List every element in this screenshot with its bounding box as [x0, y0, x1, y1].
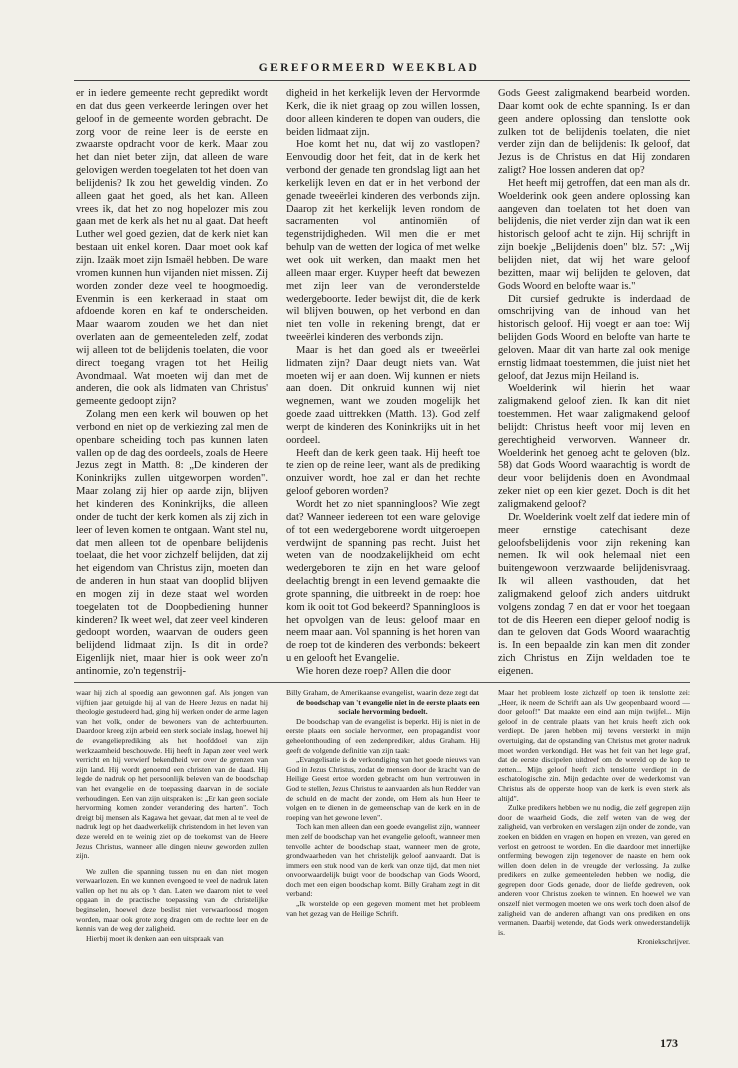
upper-column-2 [286, 88, 480, 676]
lower-column-2 [286, 688, 480, 1028]
paragraph: Dr. Woelderink voelt zelf dat iedere min of meer ernstige catechisant deze geloofsbelijdenis voor zijn rekening kan nemen. Ik wil ook helemaal niet een buitengewoon verzwaarde belijdenisvraag. Ik wil alleen vasthouden, dat het zaligmakend geloof zich anders uitdrukt volgens zondag 7 en dat er voor het toegaan tot de dis Heeren een dieper geloof nodig is dan te geloven dat Gods Woord waarachtig is. In een bepaalde zin kan men dit zonder zich Christus en Zijn weldaden toe te eigenen. [498, 511, 690, 676]
paragraph: Woelderink wil hierin het waar zaligmakend geloof zien. Ik kan dit niet toestemmen. Het waar zaligmakend geloof belijdt: Christus heeft voor mij leven en gerechtigheid verworven. Wanneer dr. Woelderink het genoeg acht te geloven (blz. 58) dat Gods Woord waarachtig is wordt de deur voor belijdenis doen en Avondmaal zeker niet op een kier gezet. Doch is dit het zaligmakend geloof? [498, 383, 690, 510]
paragraph: Hoe komt het nu, dat wij zo vastlopen? Eenvoudig door het feit, dat in de kerk het verbond der genade ten grondslag ligt aan het kerkelijk leven en dat er in het verbond der genade tweeërlei kinderen des verbonds zijn. Daarop zit het kerkelijk leven rondom de sacramenten vol antinomiën of tegenstrijdigheden. Wil men die er met behulp van de wetten der logica of met welke wet ook uit werken, dan maakt men het alleen maar erger. Kuyper heeft dat bewezen met zijn leer van de veronderstelde wedergeboorte. Ieder bewijst dit, die de kerk wil blijven bouwen, op het verbond en dan niet ten volle in rekening brengt, dat er tweeërlei kinderen des verbonds zijn. [286, 139, 480, 344]
signature: Kroniekschrijver. [637, 937, 690, 947]
paragraph: digheid in het kerkelijk leven der Hervormde Kerk, die ik niet graag op zou willen lossen, door alleen kinderen te dopen van ouders, die beiden lidmaat zijn. [286, 88, 480, 138]
paragraph: Wordt het zo niet spanningloos? Wie zegt dat? Wanneer iedereen tot een ware gelovige of tot een wedergeborene wordt uitgeroepen verdwijnt de spanning pas recht. Juist het weten van de noodzakelijkheid om echt wedergeboren te zijn en het ware geloof deelachtig brengt in een levend gemaakte die grote spanning, die uitbreekt in de roep: hoe kom ik ooit tot God bekeerd? Spanningloos is het opvolgen van de leus: geloof maar en neem maar aan. Vol spanning is het horen van de roep tot de kinderen des verbonds: bekeert u en gelooft het Evangelie. [286, 499, 480, 665]
paragraph: er in iedere gemeente recht gepredikt wordt en dat dus geen verkeerde leringen over het geloof in de gemeente worden gebracht. De zorg voor de reine leer is de eerste en zwaarste opdracht voor de kerk. Maar zou het dan niet beter zijn, dat alleen de ware gelovigen werden toegelaten tot het doen van belijdenis? Ik zou het geweldig vinden. Zo alleen gaat het goed, als het kan. Alleen vrees ik, dat het zo nog hopelozer mis zou gaan met de kerk als het nu al gaat. Dat heeft Luther wel goed gezien, dat de kerk niet kan bestaan uit enkel koren. Daar moet ook kaf zijn. Izaäk moet zijn Ismaël hebben. De ware vromen kunnen hun vijanden niet missen. Zij worden zonder deze veel te hoogmoedig. Evenmin is een kerkeraad in staat om afdoende koren en kaf te onderscheiden. Maar waarom zouden we het dan niet overlaten aan de gemeenteleden zelf, zodat wij alleen tot de belijdenis toelaten, die voor direct toegang vragen tot het Heilig Avondmaal. Wat moeten wij dan met de anderen, die ook als lidmaten van Christus' gemeente gedoopt zijn? [76, 88, 268, 408]
quote-paragraph: „Evangelisatie is de verkondiging van het goede nieuws van God in Jezus Christus, zodat de mensen door de kracht van de Heilige Geest ertoe worden gebracht om hun vertrouwen in God te stellen, Jezus Christus te aanvaarden als hun Redder van de schuld en de macht der zonde, om Hem als hun Heer te volgen en te dienen in de gemeenschap van de kerk en in de roeping van het gewone leven". [286, 755, 480, 822]
paragraph: Dit cursief gedrukte is inderdaad de omschrijving van de inhoud van het historisch geloof. Hij voegt er aan toe: Wij belijden Gods Woord en belofte van harte te geloven. Maar dit van harte zal ook menige ernstig lidmaat toestemmen, die juist niet het geloof, dat Jezus mijn Heiland is. [498, 293, 690, 382]
lower-column-1 [76, 688, 268, 1028]
lower-column-3 [498, 688, 690, 1028]
page-number: 173 [660, 1036, 678, 1050]
paragraph: Heeft dan de kerk geen taak. Hij heeft toe te zien op de reine leer, want als de prediking onzuiver wordt, hoe zal er dan het rechte geloof geboren worden? [286, 447, 480, 498]
paragraph: Zulke predikers hebben we nu nodig, die zelf gegrepen zijn door de waarheid Gods, die zelf weten van de weg der zaligheid, van verbroken en verslagen zijn onder de zonde, van zoeken en bidden en vragen en hopen en vrezen, van gered en verlost en getroost te worden. En die daardoor met innerlijke ontferming bewogen zijn tegenover de naaste en hem ook willen doen delen in de vreugde der verlossing. Ja zulke predikers en zulke gemeenteleden hebben we nodig, die gegrepen door Gods genade, door de liefde gedreven, ook anderen voor Christus zoeken te winnen. En hoewel we van onszelf niet vermogen moeten we ons werk toch doen alsof de zaligheid van de anderen afhangt van ons prediken en ons vermanen. Daarbij wetende, dat Gods werk onwederstandelijk is. [498, 803, 690, 937]
subheading: de boodschap van 't evangelie niet in de eerste plaats een sociale hervorming bedoelt. [296, 697, 480, 717]
paragraph: Hierbij moet ik denken aan een uitspraak van [86, 933, 224, 943]
paragraph: Wie horen deze roep? Allen die door [296, 665, 451, 676]
paragraph: Billy Graham, de Amerikaanse evangelist, waarin deze zegt dat [286, 688, 479, 697]
header-rule [74, 80, 690, 81]
paragraph: Zolang men een kerk wil bouwen op het verbond en niet op de verkiezing zal men de openbare scheiding toch pas kunnen laten vallen op de dag des oordeels, zoals de Heere Jezus zegt in Matth. 8: „De kinderen der Koninkrijks zullen uitgeworpen worden". Maar zolang zij hier op aarde zijn, blijven het kinderen des Koninkrijks, die alleen onder de tucht der kerk komen als zij zich in leer of leven komen te ontgaan. Want stel nu, dat men alleen tot de openbare belijdenis toelaat, die het voor zichzelf belijden, dat zij het eigendom van Christus zijn, moeten dan de anderen in hun staat van dooplid blijven en mogen zij in deze staat wel worden toegelaten tot de Doopbediening hunner kinderen? Ik weet wel, dat zeer veel kinderen gedoopt worden, waarvan de ouders geen belijdend lidmaat zijn. Is dit in orde? Eigenlijk niet, maar hier is ook weer zo'n antinomie, zo'n tegenstrij- [76, 409, 268, 676]
paragraph: waar hij zich al spoedig aan gewonnen gaf. Als jongen van vijftien jaar getuigde hij al van de Heere Jezus en nadat hij theologie gestudeerd had, ging hij werken onder de arme lagen van het volk, onder de bewoners van de achterbuurten. Daardoor kreeg zijn arbeid een sterk sociale inslag, hoewel hij de evangelieprediking als het hoofddoel van zijn werkzaamheid beschouwde. Hij heeft in Japan zeer veel werk verricht en hij verwierf bekendheid ver over de grenzen van zijn land. Hij wordt genoemd een christen van de daad. Hij legde de nadruk op het persoonlijk beleven van de boodschap van het evangelie en de toepassing daarvan in de sociale verhoudingen. Een van zijn uitspraken is: „Er kan geen sociale hervorming komen zonder verandering des harten". Toch dreigt bij mensen als Kagawa het gevaar, dat men al te veel de nadruk legt op het daadwerkelijk christendom in het leven van deze wereld en te weinig ziet op de toekomst van de Heere Jezus Christus, wanneer alle dingen nieuw geworden zullen zijn. [76, 688, 268, 861]
upper-column-3 [498, 88, 690, 676]
paragraph: Gods Geest zaligmakend bearbeid worden. Daar komt ook de echte spanning. Is er dan geen andere oplossing dan tenslotte ook zulken tot de belijdenis toelaten, die niet verder zijn dan de belijdenis: Ik geloof, dat Jezus is de Christus en dat Hij zondaren zaligt? Hoe lossen anderen dat op? [498, 88, 690, 177]
paragraph: Maar het probleem loste zichzelf op toen ik tenslotte zei: „Heer, ik neem de Schrift aan als Uw geopenbaard woord — door geloof!" Dat maakte een eind aan mijn twijfel... Mijn geloof in de centrale plaats van het kruis heeft zich ook verdiept. De jaren hebben mij tevens versterkt in mijn overtuiging, dat de opstanding van Christus met groter nadruk moet worden verkondigd. Het was het feit van het lege graf, dat de eerste discipelen uitdreef om de wereld op de kop te zetten... Mijn geloof heeft zich tenslotte verdiept in de eschatologische zin. Mijn gedachte over de wederkomst van Christus als de opperste hoop van de kerk is even sterk als altijd". [498, 688, 690, 803]
quote-paragraph: „Ik worstelde op een gegeven moment met het probleem van het gezag van de Heilige Schrift. [286, 899, 480, 918]
paragraph: We zullen die spanning tussen nu en dan niet mogen verwaarlozen. En we kunnen evengoed te veel de nadruk laten vallen op het nu als op 't dan. Laten we daarom niet te veel opgaan in de practische toepassing van de christelijke beginselen, hoewel deze beslist niet verwaarloosd mogen worden, maar ook grote zorg dragen om de rechte leer en de kennis van de weg der zaligheid. [76, 866, 268, 934]
paragraph: Het heeft mij getroffen, dat een man als dr. Woelderink ook geen andere oplossing kan aangeven dan toelaten tot het doen van belijdenis, die niet verder zijn dan wat ik een historisch geloof acht te zijn. Hij schrijft in zijn boekje „Belijdenis doen" blz. 57: „Wij belijden niet, dat wij het ware geloof bezitten, maar wij belijden te geloven, dat Gods Woord en belofte waar is." [498, 177, 690, 292]
upper-column-1 [76, 88, 268, 676]
paragraph: Maar is het dan goed als er tweeërlei lidmaten zijn? Daar deugt niets van. Wat moeten wij er aan doen. Wij kunnen er niets aan doen. Dit onkruid kunnen wij niet wegnemen, want we zouden mogelijk het goede zaad uittrekken (Matth. 13). God zelf werpt de kinderen des Koninkrijks uit in het oordeel. [286, 344, 480, 446]
section-divider [74, 682, 690, 683]
paragraph: Toch kan men alleen dan een goede evangelist zijn, wanneer men zelf de boodschap van het evangelie gelooft, wanneer men tenvolle achter de boodschap staat, wanneer men de grote, grondwaarheden van het christelijk geloof aanvaardt. Dat is immers een stuk nood van de kerk van onze tijd, dat men niet onvoorwaardelijk buigt voor de boodschap van Gods Woord, doch met een eigen boodschap komt. Billy Graham zegt in dit verband: [286, 822, 480, 899]
paragraph: De boodschap van de evangelist is beperkt. Hij is niet in de eerste plaats een sociale hervormer, een propagandist voor geheelonthouding of een zedenprediker, aldus Graham. Hij geeft de volgende definitie van zijn taak: [286, 716, 480, 755]
page-header: GEREFORMEERD WEEKBLAD [258, 62, 480, 74]
